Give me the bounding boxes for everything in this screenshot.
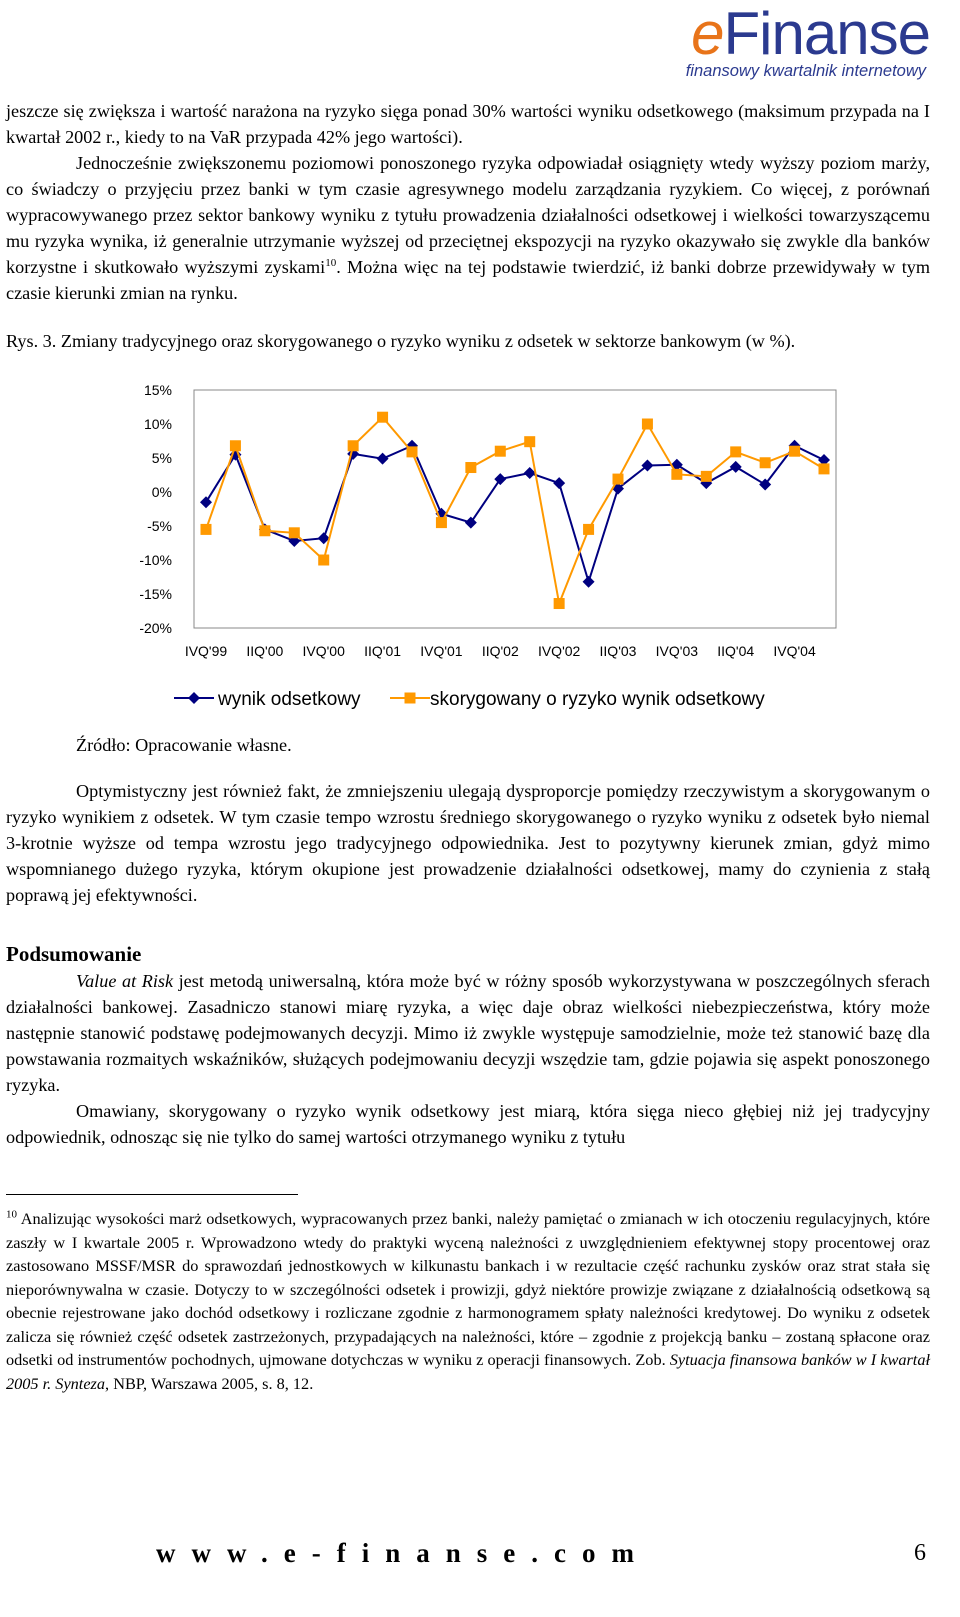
y-tick-label: 5% [151, 450, 172, 466]
y-tick-label: -20% [139, 620, 172, 636]
x-tick-label: IIQ'03 [599, 643, 637, 659]
y-tick-label: -15% [139, 586, 172, 602]
legend-marker-diamond [188, 692, 200, 704]
x-tick-label: IIQ'02 [481, 643, 519, 659]
data-point-square [289, 527, 300, 538]
data-point-square [259, 525, 270, 536]
data-point-square [436, 517, 447, 528]
y-tick-label: 0% [151, 484, 172, 500]
x-tick-label: IVQ'02 [537, 643, 581, 659]
data-point-square [318, 555, 329, 566]
data-point-square [789, 446, 800, 457]
x-tick-label: IVQ'99 [184, 643, 228, 659]
data-point-square [671, 469, 682, 480]
legend-label: wynik odsetkowy [218, 689, 361, 710]
x-tick-label: IVQ'04 [773, 643, 816, 659]
x-tick-label: IIQ'00 [246, 643, 284, 659]
paragraph-4: Value at Risk jest metodą uniwersalną, która może być w różny sposób wykorzystywana w poszczególnych sferach działalności bankowej. Zasadniczo stanowi miarę ryzyka, a więc daje obraz wielkości niebezpieczeństwa, który może następnie stanowić podstawę podejmowanych decyzji. Mimo iż zwykle występuje samodzielnie, może też stanowić bazę dla powstawania rozmaitych wskaźników, służących podejmowaniu decyzji wszędzie tam, gdzie pojawia się aspekt ponoszonego ryzyka. [6, 971, 930, 1095]
data-point-square [819, 463, 830, 474]
section-heading: Podsumowanie [6, 942, 142, 966]
page-content [6, 98, 930, 1395]
data-point-square [613, 474, 624, 485]
data-point-square [465, 462, 476, 473]
plot-area [194, 390, 836, 628]
efinanse-logo [650, 2, 930, 81]
x-tick-label: IIQ'04 [717, 643, 755, 659]
data-point-square [554, 598, 565, 609]
x-tick-label: IVQ'00 [302, 643, 345, 659]
paragraph-5: Omawiany, skorygowany o ryzyko wynik odsetkowy jest miarą, która sięga nieco głębiej niż jej tradycyjny odpowiednik, odnosząc się nie tylko do samej wartości otrzymanego wyniku z tytułu [6, 1101, 930, 1147]
y-tick-label: -5% [147, 518, 172, 534]
footnote-ref[interactable]: 10 [325, 256, 337, 269]
y-tick-label: -10% [139, 552, 172, 568]
legend-marker-square [405, 693, 416, 704]
legend-label: skorygowany o ryzyko wynik odsetkowy [430, 689, 765, 710]
paragraph-1: jeszcze się zwiększa i wartość narażona na ryzyko sięga ponad 30% wartości wyniku odsetkowego (maksimum przypada na I kwartał 2002 r., kiedy to na VaR przypada 42% jego wartości). [6, 101, 930, 147]
y-tick-label: 15% [143, 382, 172, 398]
data-point-square [377, 412, 388, 423]
page-number: 6 [914, 1540, 926, 1566]
line-chart [6, 358, 930, 728]
data-point-square [348, 440, 359, 451]
figure-caption: Rys. 3. Zmiany tradycyjnego oraz skorygowanego o ryzyko wyniku z odsetek w sektorze bankowym (w %). [6, 331, 796, 351]
logo-subtitle: finansowy kwartalnik internetowy [685, 62, 926, 80]
footer-url[interactable]: www.e-finanse.com [156, 1538, 650, 1568]
data-point-square [201, 524, 212, 535]
footnote-separator [6, 1194, 298, 1195]
data-point-square [730, 446, 741, 457]
x-tick-label: IVQ'01 [420, 643, 463, 659]
figure-source: Źródło: Opracowanie własne. [76, 735, 292, 755]
footnote: $^{10}$ Analizując wysokości marż odsetkowych, wypracowanych przez banki, należy pamiętać o zmianach w ich otoczeniu regulacyjnych, które zaszły w I kwartale 2005 r. Wprowadzono wtedy do praktyki wyceną należności z uwzględnieniem efektywnej stopy procentowej oraz zastosowano MSSF/MSR do sprawozdań jednostkowych w kilkunastu bankach i w rezultacie część rachunku zysków oraz strat stała się nieporównywalna w czasie. Dotyczy to w szczególności odsetek i prowizji, gdyż niektóre prowizje związane z działalnością odsetkową są obecnie rejestrowane jako dochód odsetkowy i rozliczane zgodnie z harmonogramem spłaty należności kredytowej. Do wyniku z odsetek zalicza się również część odsetek zastrzeżonych, przypadających na należności, które – zgodnie z projekcją banku – zostaną spłacone oraz odsetki od instrumentów pochodnych, ujmowane dotychczas w wyniku z operacji finansowych. Zob. Sytuacja finansowa banków w I kwartał 2005 r. Synteza, NBP, Warszawa 2005, s. 8, 12. [6, 1208, 930, 1393]
data-point-square [495, 446, 506, 457]
data-point-square [642, 419, 653, 430]
data-point-square [230, 440, 241, 451]
figure-3 [6, 358, 930, 756]
x-tick-label: IVQ'03 [655, 643, 699, 659]
logo-wordmark: eFinanse [691, 0, 930, 67]
paragraph-3: Optymistyczny jest również fakt, że zmniejszeniu ulegają dysproporcje pomiędzy rzeczywistym a skorygowanym o ryzyko wynikiem z odsetek. W tym czasie tempo wzrostu średniego skorygowanego o ryzyko wyniku z odsetek było niemal 3-krotnie wyższe od tempa wzrostu jego tradycyjnego odpowiednika. Jest to pozytywny kierunek zmian, gdyż mimo wspomnianego dużego ryzyka, którym okupione jest prowadzenie działalności odsetkowej, mamy do czynienia z stałą poprawą jej efektywności. [6, 781, 930, 905]
data-point-square [760, 457, 771, 468]
data-point-square [701, 471, 712, 482]
paragraph-2: Jednocześnie zwiększonemu poziomowi ponoszonego ryzyka odpowiadał osiągnięty wtedy wyższy poziom marży, co świadczy o przyjęciu przez banki w tym czasie agresywnego modelu zarządzania ryzykiem. Co więcej, z porównań wypracowywanego przez sektor bankowy wyniku z tytułu prowadzenia działalności odsetkowej i wielkości towarzyszącemu mu ryzyka wynika, iż generalnie utrzymanie wyższej od przeciętnej ekspozycji na ryzyko okazywało się zwykle dla banków korzystne i skutkowało wyższymi zyskami$^{10}$. Można więc na tej podstawie twierdzić, iż banki dobrze przewidywały w tym czasie kierunki zmian na rynku. [6, 153, 930, 303]
x-tick-label: IIQ'01 [364, 643, 402, 659]
data-point-square [524, 436, 535, 447]
y-tick-label: 10% [143, 416, 172, 432]
data-point-square [583, 524, 594, 535]
data-point-square [407, 446, 418, 457]
